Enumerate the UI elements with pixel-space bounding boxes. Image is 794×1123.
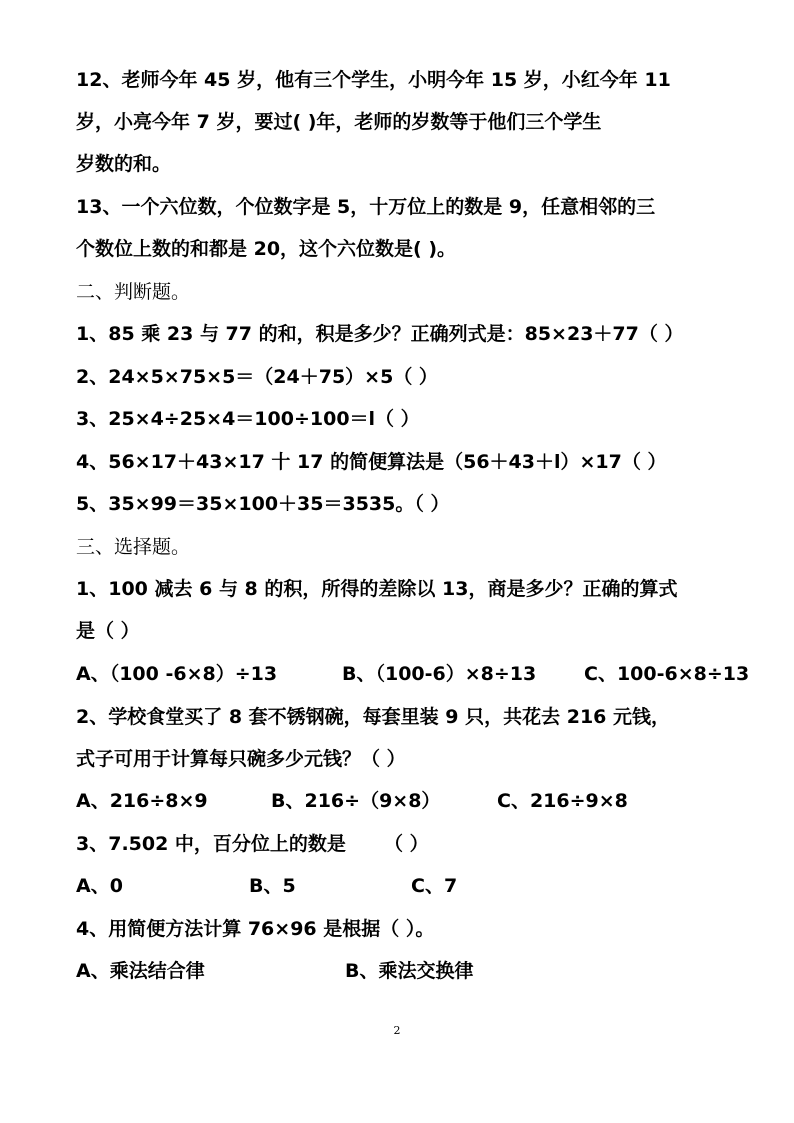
judge-item-2: 2、24×5×75×5＝（24＋75）×5（ ） xyxy=(76,366,438,388)
choice-q4-stem: 4、用简便方法计算 76×96 是根据（ ）。 xyxy=(76,918,435,940)
choice-q2-option-c: C、216÷9×8 xyxy=(497,790,628,812)
section-choice-heading: 三、选择题。 xyxy=(76,536,191,558)
choice-q2-option-b: B、216÷（9×8） xyxy=(271,790,441,812)
choice-q3-stem: 3、7.502 中，百分位上的数是 xyxy=(76,833,346,855)
judge-item-4: 4、56×17＋43×17 十 17 的简便算法是（56＋43＋l）×17（ ） xyxy=(76,451,667,473)
judge-item-3: 3、25×4÷25×4＝100÷100＝l（ ） xyxy=(76,408,420,430)
choice-q1-option-c: C、100-6×8÷13 xyxy=(584,663,750,685)
choice-q4-option-b: B、乘法交换律 xyxy=(345,960,474,982)
choice-q1-option-b: B、（100-6）×8÷13 xyxy=(342,663,537,685)
q13-line-1: 13、一个六位数，个位数字是 5，十万位上的数是 9，任意相邻的三 xyxy=(76,196,656,218)
judge-item-5: 5、35×99＝35×100＋35＝3535。（ ） xyxy=(76,493,450,515)
choice-q3-blank: （ ） xyxy=(384,833,429,855)
q12-line-2: 岁，小亮今年 7 岁，要过( )年，老师的岁数等于他们三个学生 xyxy=(76,111,602,133)
choice-q1-option-a: A、（100 -6×8）÷13 xyxy=(76,663,278,685)
q12-line-3: 岁数的和。 xyxy=(76,153,172,175)
choice-q2-line-1: 2、学校食堂买了 8 套不锈钢碗，每套里装 9 只，共花去 216 元钱， xyxy=(76,706,671,728)
judge-item-1: 1、85 乘 23 与 77 的和，积是多少？正确列式是：85×23＋77（ ） xyxy=(76,323,684,345)
choice-q2-option-a: A、216÷8×9 xyxy=(76,790,208,812)
choice-q1-line-1: 1、100 减去 6 与 8 的积，所得的差除以 13，商是多少？正确的算式 xyxy=(76,578,678,600)
page-number: 2 xyxy=(393,1024,401,1037)
choice-q1-line-2: 是（ ） xyxy=(76,620,140,642)
q12-line-1: 12、老师今年 45 岁，他有三个学生，小明今年 15 岁，小红今年 11 xyxy=(76,69,671,91)
choice-q2-line-2: 式子可用于计算每只碗多少元钱？（ ） xyxy=(76,748,406,770)
choice-q4-option-a: A、乘法结合律 xyxy=(76,960,205,982)
choice-q3-option-c: C、7 xyxy=(411,875,458,897)
choice-q3-option-a: A、0 xyxy=(76,875,123,897)
choice-q3-option-b: B、5 xyxy=(249,875,296,897)
q13-line-2: 个数位上数的和都是 20，这个六位数是( )。 xyxy=(76,238,457,260)
section-judge-heading: 二、判断题。 xyxy=(76,281,191,303)
